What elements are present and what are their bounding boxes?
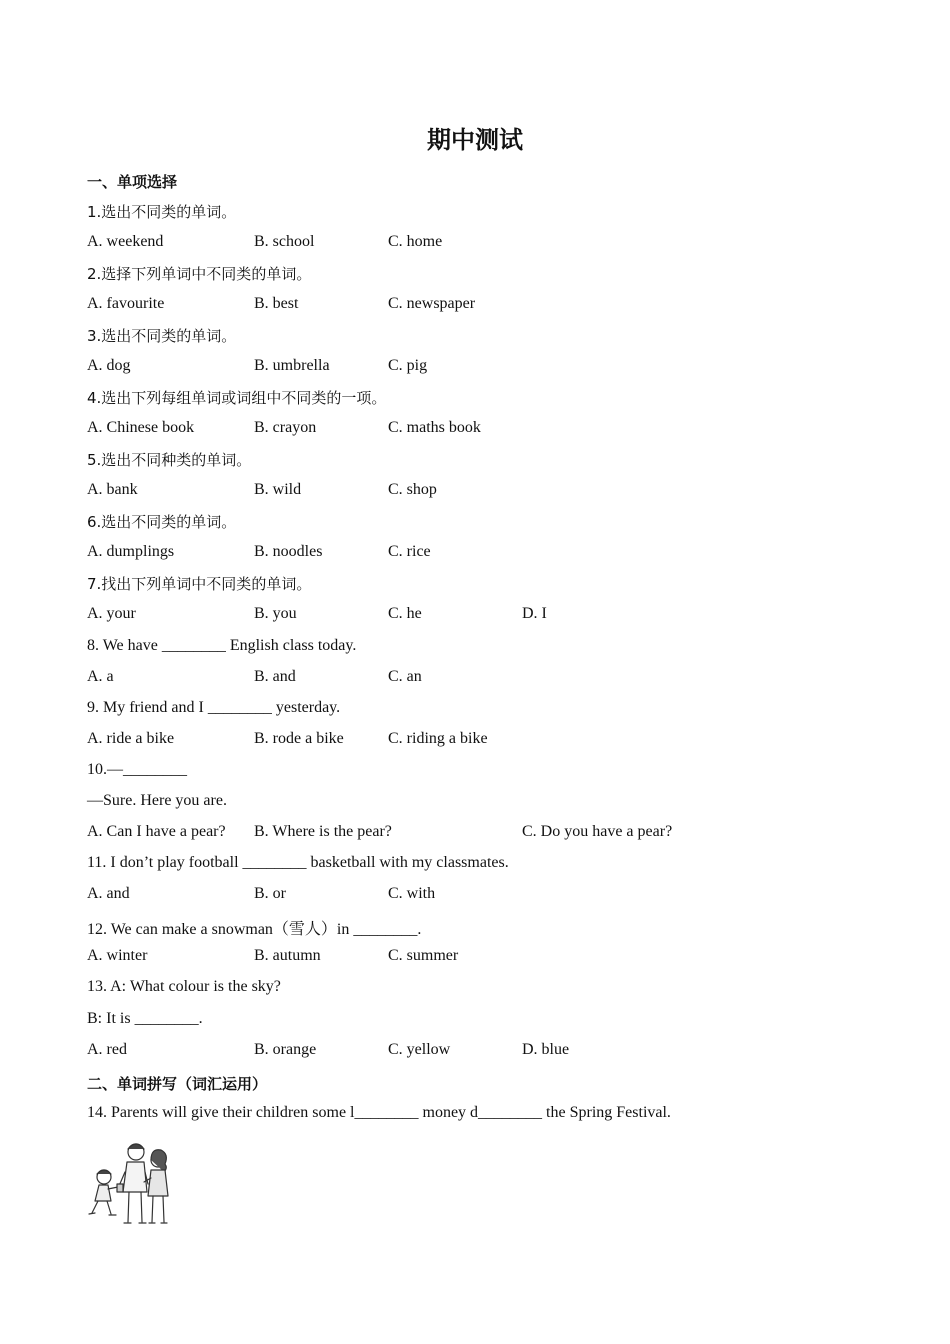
option-a[interactable]: A. your: [87, 605, 136, 622]
option-a[interactable]: A. ride a bike: [87, 730, 175, 747]
option-c[interactable]: C. riding a bike: [388, 730, 488, 747]
question-7-options: [87, 605, 887, 627]
option-a[interactable]: A. bank: [87, 481, 138, 498]
question-3-stem: 3.选出不同类的单词。: [87, 327, 237, 345]
question-5-options: [87, 481, 887, 503]
option-c[interactable]: C. he: [388, 605, 422, 622]
question-10-options: [87, 823, 887, 845]
option-c[interactable]: C. an: [388, 668, 422, 685]
question-2-stem: 2.选择下列单词中不同类的单词。: [87, 265, 312, 283]
question-12-options: [87, 947, 887, 969]
option-c[interactable]: C. rice: [388, 543, 431, 560]
question-9-stem: 9. My friend and I ________ yesterday.: [87, 699, 341, 716]
option-a[interactable]: A. Chinese book: [87, 419, 195, 436]
question-8-stem: 8. We have ________ English class today.: [87, 637, 357, 654]
option-c[interactable]: C. shop: [388, 481, 437, 498]
family-illustration: [87, 1132, 175, 1228]
question-10-reply: —Sure. Here you are.: [87, 792, 227, 809]
option-c[interactable]: C. home: [388, 233, 443, 250]
question-8-options: [87, 668, 887, 690]
option-a[interactable]: A. and: [87, 885, 130, 902]
option-a[interactable]: A. weekend: [87, 233, 164, 250]
option-c[interactable]: C. newspaper: [388, 295, 476, 312]
option-b[interactable]: B. noodles: [254, 543, 323, 560]
option-d[interactable]: D. I: [522, 605, 547, 622]
option-b[interactable]: B. or: [254, 885, 286, 902]
question-5-stem: 5.选出不同种类的单词。: [87, 451, 252, 469]
option-b[interactable]: B. school: [254, 233, 315, 250]
option-b[interactable]: B. orange: [254, 1041, 317, 1058]
option-c[interactable]: C. Do you have a pear?: [522, 823, 673, 840]
option-b[interactable]: B. and: [254, 668, 296, 685]
question-12-stem: 12. We can make a snowman（雪人）in ________.: [87, 921, 422, 938]
option-a[interactable]: A. winter: [87, 947, 148, 964]
option-a[interactable]: A. red: [87, 1041, 127, 1058]
option-c[interactable]: C. with: [388, 885, 436, 902]
option-a[interactable]: A. dog: [87, 357, 131, 374]
question-6-stem: 6.选出不同类的单词。: [87, 513, 237, 531]
question-11-stem: 11. I don’t play football ________ basketball with my classmates.: [87, 854, 509, 871]
option-c[interactable]: C. summer: [388, 947, 459, 964]
question-9-options: [87, 730, 887, 752]
question-13-stem: 13. A: What colour is the sky?: [87, 978, 281, 995]
option-d[interactable]: D. blue: [522, 1041, 570, 1058]
question-4-stem: 4.选出下列每组单词或词组中不同类的一项。: [87, 389, 387, 407]
question-10-stem: 10.—________: [87, 761, 187, 778]
option-c[interactable]: C. maths book: [388, 419, 481, 436]
option-b[interactable]: B. umbrella: [254, 357, 330, 374]
question-7-stem: 7.找出下列单词中不同类的单词。: [87, 575, 312, 593]
question-1-stem: 1.选出不同类的单词。: [87, 203, 237, 221]
option-b[interactable]: B. rode a bike: [254, 730, 344, 747]
question-1-options: [87, 233, 887, 255]
option-c[interactable]: C. yellow: [388, 1041, 451, 1058]
question-14-stem: 14. Parents will give their children some l________ money d________ the Spring Festival.: [87, 1104, 671, 1121]
option-b[interactable]: B. autumn: [254, 947, 321, 964]
page-title: 期中测试: [427, 126, 523, 154]
section-heading-multiple-choice: 一、单项选择: [87, 173, 178, 191]
option-c[interactable]: C. pig: [388, 357, 428, 374]
option-a[interactable]: A. Can I have a pear?: [87, 823, 226, 840]
option-b[interactable]: B. Where is the pear?: [254, 823, 392, 840]
question-4-options: [87, 419, 887, 441]
option-b[interactable]: B. crayon: [254, 419, 317, 436]
question-3-options: [87, 357, 887, 379]
option-b[interactable]: B. wild: [254, 481, 302, 498]
question-13-line2: B: It is ________.: [87, 1010, 203, 1027]
question-2-options: [87, 295, 887, 317]
option-b[interactable]: B. you: [254, 605, 297, 622]
section-heading-spelling: 二、单词拼写（词汇运用）: [87, 1075, 268, 1093]
question-13-options: [87, 1041, 887, 1063]
option-a[interactable]: A. a: [87, 668, 114, 685]
option-a[interactable]: A. favourite: [87, 295, 165, 312]
question-6-options: [87, 543, 887, 565]
question-11-options: [87, 885, 887, 907]
option-a[interactable]: A. dumplings: [87, 543, 175, 560]
option-b[interactable]: B. best: [254, 295, 299, 312]
